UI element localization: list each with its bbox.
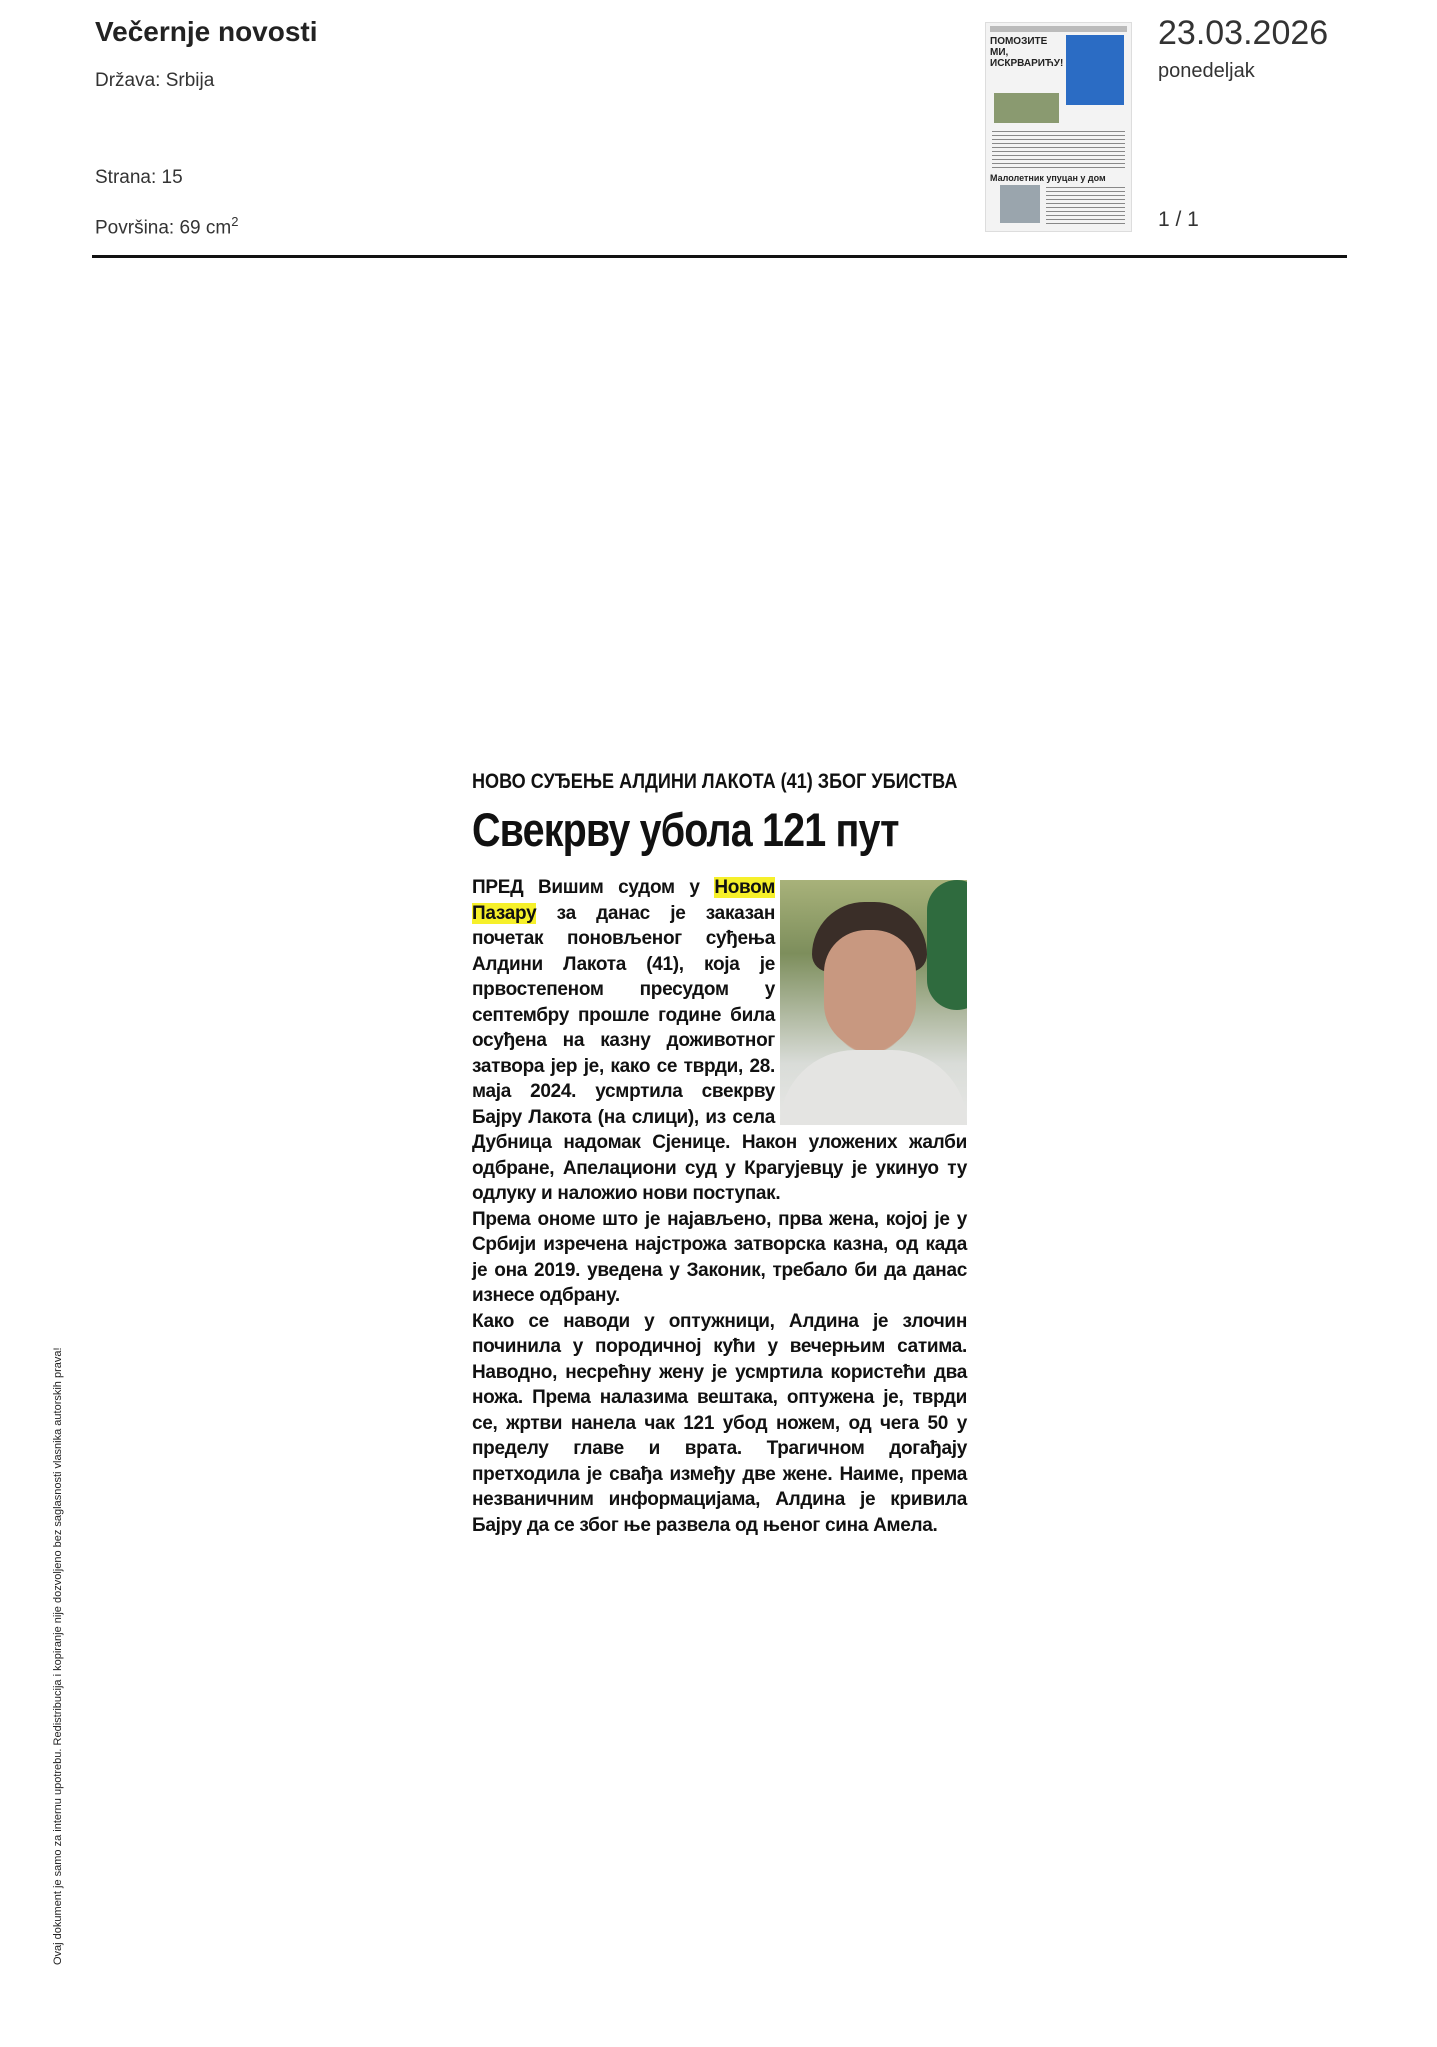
page-thumbnail[interactable] <box>985 22 1132 232</box>
publication-name: Večernje novosti <box>95 16 318 47</box>
thumbnail-text-lines <box>992 131 1125 171</box>
article-kicker: НОВО СУЂЕЊЕ АЛДИНИ ЛАКОТА (41) ЗБОГ УБИСТВА <box>472 770 958 793</box>
thumbnail-masthead <box>990 26 1127 32</box>
lead-rest: за данас је заказан почетак поновљеног суђења Алдини Лакота (41), која је првостепеном пресудом у септембру прошле године била осуђена на казну доживотног затвора јер је, како се тврди, 28. маја 2024. усмртила свекрву Бајру Лакота (на слици), из села Дубница надомак Сјенице. Након уложених жалби одбране, Апелациони суд у Крагујевцу је укинуо ту одлуку и наложио нови поступак. <box>472 902 967 1204</box>
weekday-label: ponedeljak <box>1158 60 1255 82</box>
area-text: Površina: 69 cm <box>95 217 232 239</box>
location-highlight: Новом Пазару <box>472 877 775 924</box>
article-paragraph-3: Како се наводи у оптужници, Алдина је злочин починила у породичној кући у вечерњим сатима. Наводно, несрећну жену је усмртила користећи два ножа. Према налазима вештака, оптужена је, тврди се, жртви нанела чак 121 убод ножем, од чега 50 у пределу главе и врата. Трагичном догађају претходила је свађа између две жене. Наиме, према незваничним информацијама, Алдина је кривила Бајру да се због ње развела од њеног сина Амела. <box>472 1310 967 1536</box>
article-clipping <box>472 770 967 1538</box>
thumbnail-photo <box>1000 185 1040 223</box>
portrait-photo <box>780 880 967 1125</box>
page-number-label: Strana: 15 <box>95 167 183 188</box>
page-count: 1 / 1 <box>1158 208 1199 231</box>
area-label <box>95 214 238 239</box>
thumbnail-text-lines <box>1046 187 1125 225</box>
article-body <box>472 875 967 1538</box>
article-paragraph-2: Према ономе што је најављено, прва жена, којој је у Србији изречена најстрожа затворска казна, од када је она 2019. уведена у Законик, требало би да данас изнесе одбрану. <box>472 1208 967 1306</box>
thumbnail-headline-bottom: Малолетник упуцан у дом <box>990 173 1106 183</box>
copyright-disclaimer: Ovaj dokument je samo za internu upotrebu. Redistribucija i kopiranje nije dozvoljeno bez saglasnosti vlasnika autorskih prava! <box>52 1347 64 1965</box>
thumbnail-photo <box>1066 35 1124 105</box>
area-exponent: 2 <box>231 214 239 229</box>
lead-start: ПРЕД Вишим судом у <box>472 877 715 898</box>
thumbnail-photo <box>994 93 1059 123</box>
article-headline: Свекрву убола 121 пут <box>472 803 899 856</box>
date-label: 23.03.2026 <box>1158 14 1329 52</box>
thumbnail-headline-top: ПОМОЗИТЕ МИ, ИСКРВАРИЋУ! <box>990 36 1064 69</box>
header-divider <box>92 255 1347 258</box>
country-label: Država: Srbija <box>95 70 215 91</box>
